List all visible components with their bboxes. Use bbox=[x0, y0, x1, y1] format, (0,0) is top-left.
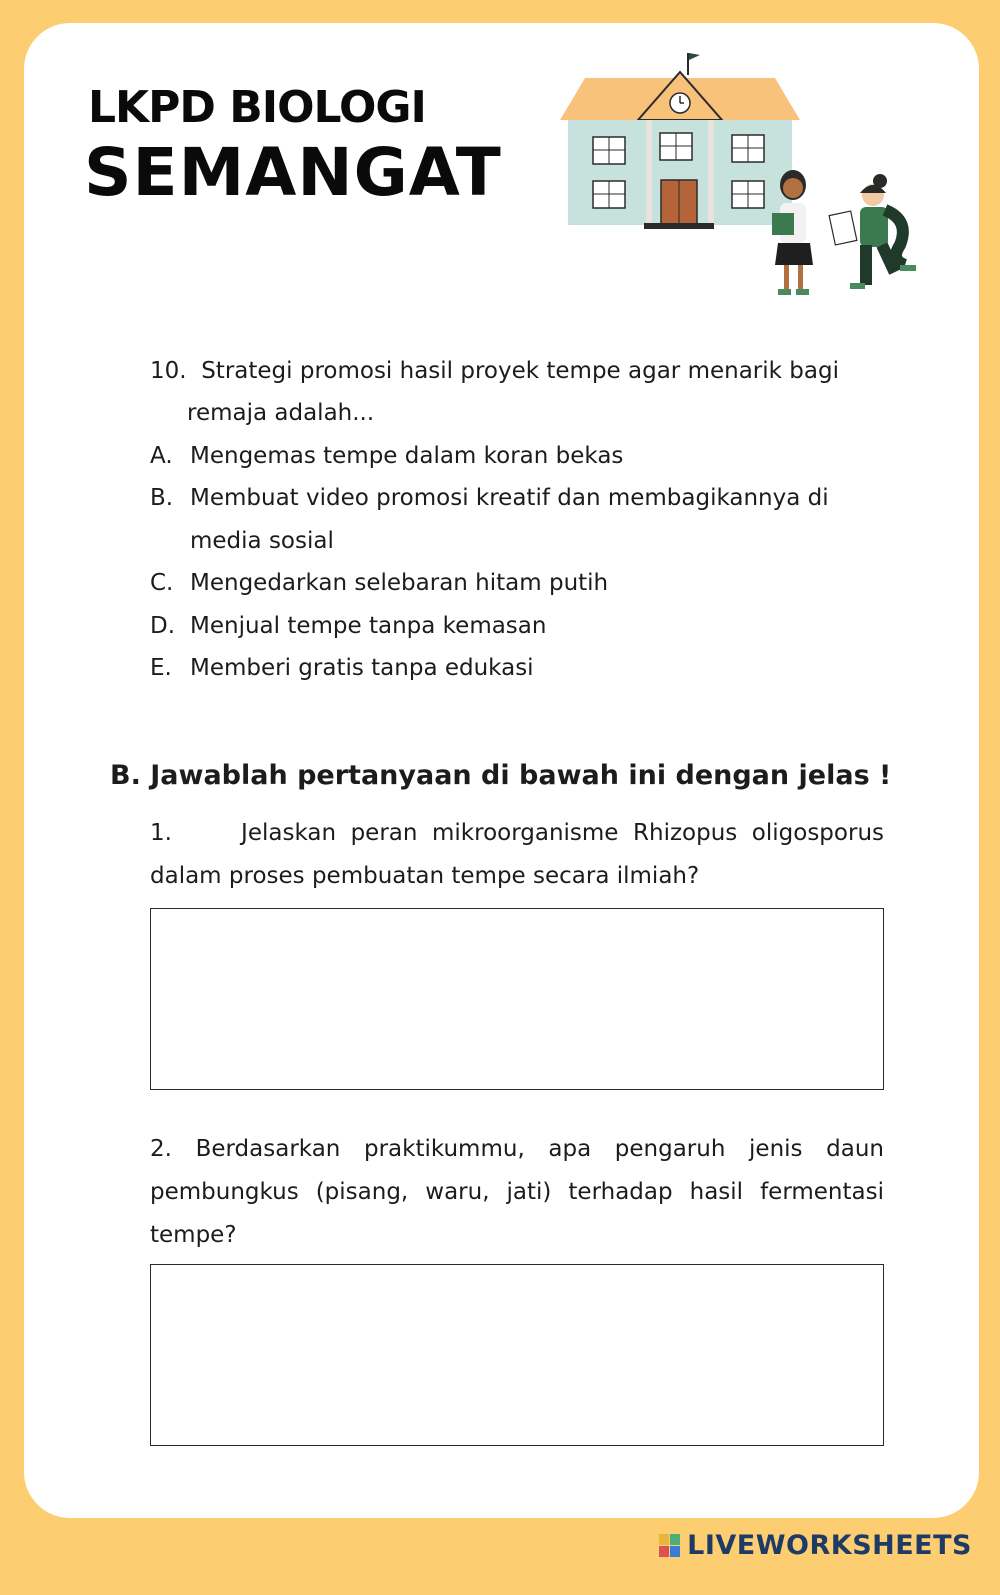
school-illustration-icon bbox=[560, 45, 940, 310]
option-a-letter: A. bbox=[150, 443, 173, 469]
section-b-heading: B. Jawablah pertanyaan di bawah ini dengan jelas ! bbox=[110, 760, 892, 791]
question-10 bbox=[150, 350, 839, 393]
essay-question-2 bbox=[150, 1128, 884, 1257]
answer-box-2[interactable] bbox=[150, 1264, 884, 1446]
essay-question-1 bbox=[150, 812, 884, 898]
question-10-text-line1: Strategi promosi hasil proyek tempe agar menarik bagi bbox=[201, 358, 839, 384]
essay-question-1-number: 1. bbox=[150, 820, 172, 846]
answer-box-1[interactable] bbox=[150, 908, 884, 1090]
liveworksheets-brand-text: LIVEWORKSHEETS bbox=[687, 1530, 972, 1561]
option-e[interactable] bbox=[150, 647, 890, 690]
option-a[interactable] bbox=[150, 435, 890, 478]
option-c-letter: C. bbox=[150, 570, 174, 596]
option-e-text: Memberi gratis tanpa edukasi bbox=[190, 655, 534, 681]
option-d-text: Menjual tempe tanpa kemasan bbox=[190, 613, 547, 639]
essay-question-2-text: Berdasarkan praktikummu, apa pengaruh jenis daun pembungkus (pisang, waru, jati) terhadap hasil fermentasi tempe? bbox=[150, 1136, 884, 1248]
liveworksheets-logo-icon bbox=[659, 1534, 681, 1558]
option-a-text: Mengemas tempe dalam koran bekas bbox=[190, 443, 624, 469]
option-b-text: Membuat video promosi kreatif dan membagikannya di media sosial bbox=[190, 485, 829, 554]
title-line-1: LKPD BIOLOGI bbox=[88, 82, 426, 133]
title-line-2: SEMANGAT bbox=[84, 134, 502, 211]
option-c[interactable] bbox=[150, 562, 890, 605]
essay-question-2-number: 2. bbox=[150, 1136, 172, 1162]
option-d-letter: D. bbox=[150, 613, 176, 639]
option-b[interactable] bbox=[150, 477, 890, 563]
essay-question-1-text: Jelaskan peran mikroorganisme Rhizopus oligosporus dalam proses pembuatan tempe secara ilmiah? bbox=[150, 820, 884, 889]
question-10-continuation: remaja adalah... bbox=[187, 400, 375, 426]
option-c-text: Mengedarkan selebaran hitam putih bbox=[190, 570, 609, 596]
question-10-number: 10. bbox=[150, 358, 187, 384]
liveworksheets-brand[interactable] bbox=[659, 1530, 972, 1561]
option-d[interactable] bbox=[150, 605, 890, 648]
option-e-letter: E. bbox=[150, 655, 172, 681]
option-b-letter: B. bbox=[150, 485, 174, 511]
